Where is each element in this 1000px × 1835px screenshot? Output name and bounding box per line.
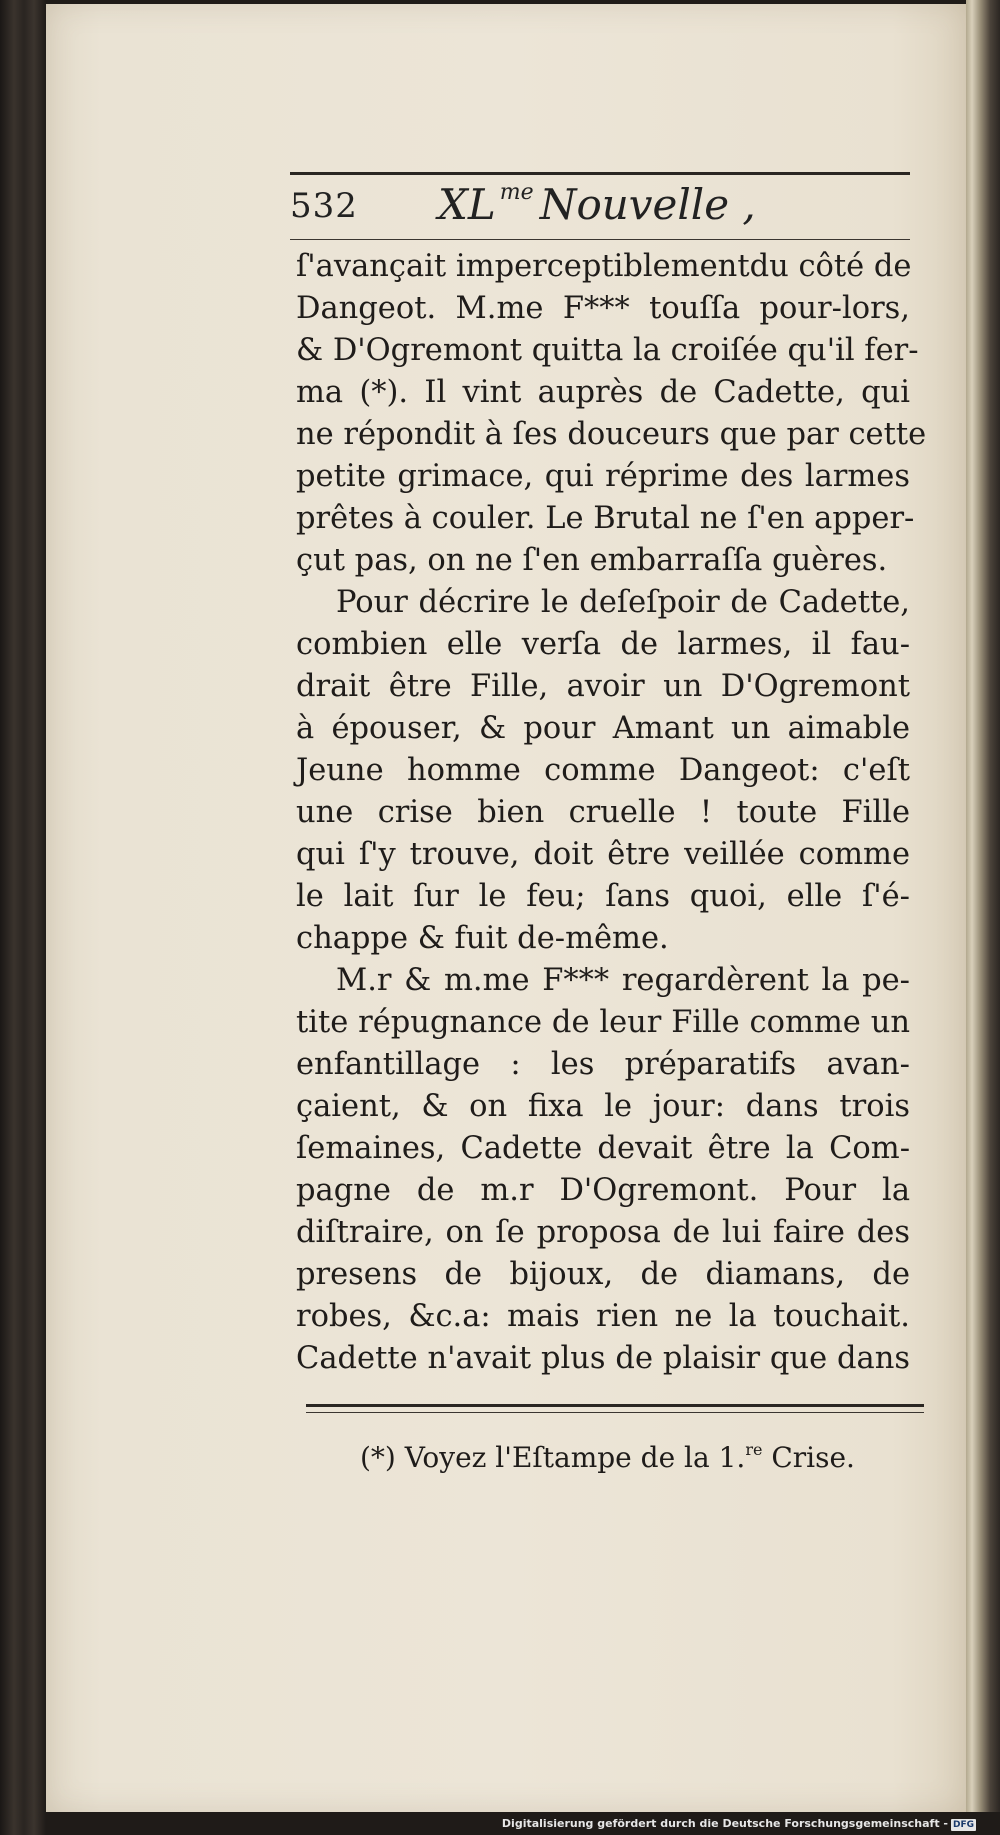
text-line: Dangeot. M.me F*** touſſa pour-lors, <box>296 291 910 326</box>
title-prefix: XL <box>438 180 496 229</box>
text-line: Pour décrire le deſeſpoir de Cadette, <box>336 585 910 620</box>
title-superscript: me <box>499 180 534 205</box>
footnote-superscript: re <box>745 1440 763 1459</box>
text-line: M.r & m.me F*** regardèrent la pe- <box>336 963 910 998</box>
footnote-rule-thick <box>306 1404 924 1407</box>
header-rule-top <box>290 172 910 175</box>
footnote-text-end: Crise. <box>762 1441 855 1474</box>
text-line: petite grimace, qui réprime des larmes <box>296 459 910 494</box>
text-line: à épouser, & pour Amant un aimable <box>296 711 910 746</box>
text-line: combien elle verſa de larmes, il fau- <box>296 627 910 662</box>
page-edge <box>966 0 1000 1812</box>
text-line: drait être Fille, avoir un D'Ogremont <box>296 669 910 704</box>
text-line: pagne de m.r D'Ogremont. Pour la <box>296 1173 910 1208</box>
text-line: diſtraire, on ſe proposa de lui faire des <box>296 1215 910 1250</box>
page-number: 532 <box>290 186 358 226</box>
header-rule-bottom <box>290 239 910 240</box>
text-line: tite répugnance de leur Fille comme un <box>296 1005 910 1040</box>
text-line: çut pas, on ne ſ'en embarraſſa guères. <box>296 543 888 578</box>
text-line: çaient, & on fixa le jour: dans trois <box>296 1089 910 1124</box>
text-line: ſemaines, Cadette devait être la Com- <box>296 1131 910 1166</box>
text-line: une crise bien cruelle ! toute Fille <box>296 795 910 830</box>
footnote <box>360 1440 920 1474</box>
digitization-credit <box>502 1817 976 1831</box>
text-line: robes, &c.a: mais rien ne la touchait. <box>296 1299 910 1334</box>
running-head <box>288 176 908 236</box>
text-line: prêtes à couler. Le Brutal ne ſ'en apper- <box>296 501 915 536</box>
footnote-text: (*) Voyez l'Eſtampe de la 1. <box>360 1441 746 1474</box>
text-line: Jeune homme comme Dangeot: c'eſt <box>296 753 910 788</box>
text-line: enfantillage : les préparatifs avan- <box>296 1047 910 1082</box>
text-line: chappe & fuit de-même. <box>296 921 669 956</box>
text-line: ma (*). Il vint auprès de Cadette, qui <box>296 375 910 410</box>
dfg-logo: DFG <box>952 1820 974 1830</box>
body-text <box>296 246 927 1380</box>
text-line: presens de bijoux, de diamans, de <box>296 1257 910 1292</box>
text-line: qui ſ'y trouve, doit être veillée comme <box>296 837 910 872</box>
text-line: ne répondit à ſes douceurs que par cette <box>296 417 927 452</box>
title-word: Nouvelle , <box>539 180 756 229</box>
footnote-rule-thin <box>306 1412 924 1413</box>
digitization-text: Digitalisierung gefördert durch die Deutsche Forschungsgemeinschaft - <box>501 1817 948 1830</box>
text-line: & D'Ogremont quitta la croiſée qu'il fer- <box>296 333 919 368</box>
text-line: Cadette n'avait plus de plaisir que dans <box>296 1341 910 1376</box>
text-line: ſ'avançait imperceptiblementdu côté de <box>296 249 912 284</box>
text-line: le lait ſur le feu; ſans quoi, elle ſ'é- <box>296 879 910 914</box>
running-title <box>438 180 756 229</box>
